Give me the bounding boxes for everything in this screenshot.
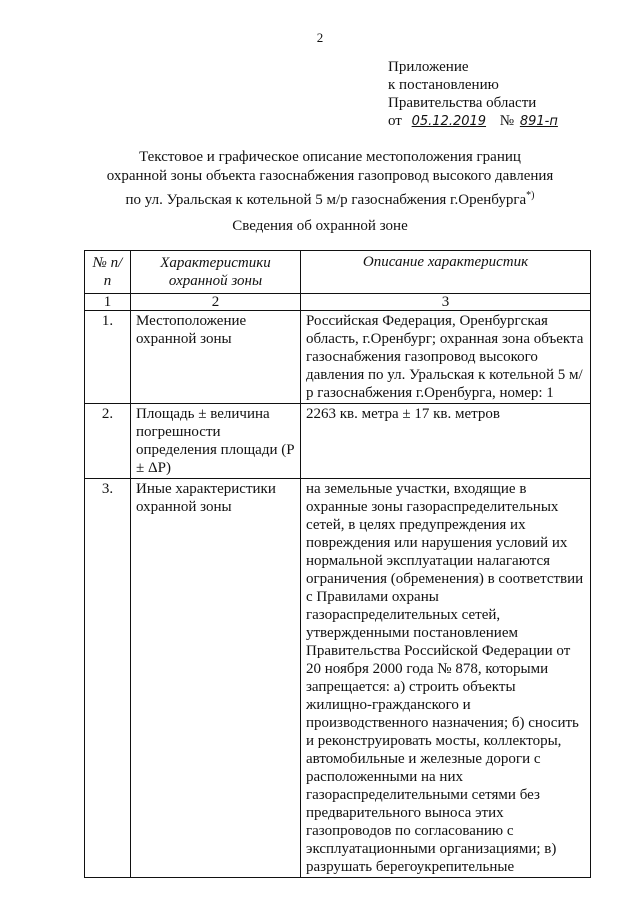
number-prefix: № [499,113,515,129]
header-num: № п/п [85,251,131,294]
header-characteristic: Характеристики охранной зоны [131,251,301,294]
row-num: 2. [85,404,131,479]
table-index-row [85,294,591,311]
appendix-line-3: Правительства области [388,95,537,111]
title-line-2: охранной зоны объекта газоснабжения газопровод высокого давления [106,168,554,184]
index-cell-3: 3 [301,294,591,311]
page-number: 2 [316,30,324,45]
appendix-line-2: к постановлению [388,77,499,93]
index-cell-2: 2 [131,294,301,311]
title-line-3-text: по ул. Уральская к котельной 5 м/р газоснабжения г.Оренбурга [125,192,527,208]
row-num: 1. [85,311,131,404]
row-name: Иные характеристики охранной зоны [131,479,301,878]
row-description: Российская Федерация, Оренбургская область, г.Оренбург; охранная зона объекта газоснабжения газопровод высокого давления по ул. Уральская к котельной 5 м/р газоснабжения г.Оренбурга, номер: 1 [301,311,591,404]
index-cell-1: 1 [85,294,131,311]
appendix-line-1: Приложение [388,59,469,75]
handwritten-date: 05.12.2019 [411,114,487,129]
date-prefix: от [388,113,402,129]
table-row [85,479,591,878]
protection-zone-table [84,250,591,878]
table-row [85,404,591,479]
footnote-mark: *) [526,190,535,201]
row-name: Местоположение охранной зоны [131,311,301,404]
row-description: 2263 кв. метра ± 17 кв. метров [301,404,591,479]
row-name: Площадь ± величина погрешности определения площади (P ± ΔP) [131,404,301,479]
row-num: 3. [85,479,131,878]
row-description: на земельные участки, входящие в охранные зоны газораспределительных сетей, в целях предупреждения их повреждения или нарушения условий их нормальной эксплуатации налагаются ограничения (обременения) в соответствии с Правилами охраны газораспределительных сетей, утвержденными постановлением Правительства Российской Федерации от 20 ноября 2000 года № 878, которыми запрещается: а) строить объекты жилищно-гражданского и производственного назначения; б) сносить и реконструировать мосты, коллекторы, автомобильные и железные дороги с расположенными на них газораспределительными сетями без предварительного выноса этих газопроводов по согласованию с эксплуатационными организациями; в) разрушать берегоукрепительные [301,479,591,878]
appendix-date-line [388,112,628,131]
table-row [85,311,591,404]
handwritten-number: 891-п [519,114,558,129]
appendix-block [388,58,628,131]
header-description: Описание характеристик [301,251,591,294]
document-title [60,148,600,210]
title-line-1: Текстовое и графическое описание местоположения границ [139,149,521,165]
title-line-3 [60,186,600,210]
section-title: Сведения об охранной зоне [232,218,408,234]
table-header-row [85,251,591,294]
